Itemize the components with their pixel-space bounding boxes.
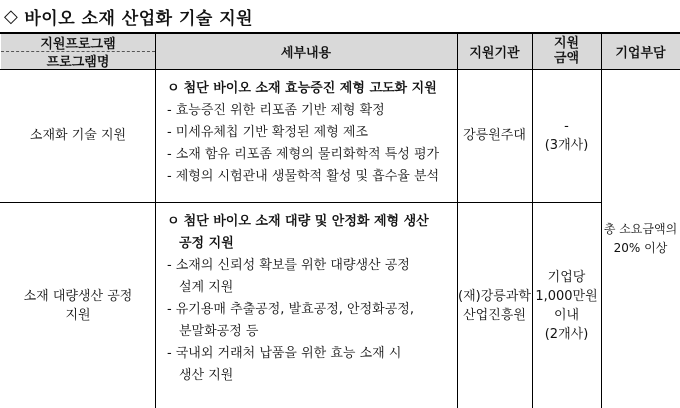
dash-bullet-icon: - xyxy=(167,346,172,361)
row2-amount-line2: 1,000만원 xyxy=(535,288,598,304)
list-item-text: 제형의 시험관내 생물학적 활성 및 흡수율 분석 xyxy=(175,169,440,184)
row1-amount-line1: - xyxy=(564,118,569,134)
row2-program xyxy=(1,203,155,408)
column-divider xyxy=(601,33,602,408)
list-item xyxy=(167,299,451,321)
header-bottom-border xyxy=(0,69,680,70)
header-program-top: 지원프로그램 xyxy=(40,37,116,52)
table-top-border xyxy=(0,32,680,34)
list-item-text: 국내외 거래처 납품을 위한 효능 소재 시 xyxy=(175,346,402,361)
dash-bullet-icon: - xyxy=(167,302,172,317)
list-item xyxy=(167,100,451,122)
circle-bullet-icon: ㅇ xyxy=(167,81,180,96)
list-item-text: 미세유체칩 기반 확정된 제형 제조 xyxy=(175,125,369,140)
diamond-icon: ◇ xyxy=(4,5,19,27)
header-agency: 지원기관 xyxy=(469,45,520,61)
row2-program-line1: 소재 대량생산 공정 xyxy=(23,288,133,304)
list-item-cont: 생산 지원 xyxy=(179,368,234,383)
list-item-cont: 분말화공정 등 xyxy=(179,324,259,339)
row2-details xyxy=(155,211,457,408)
dash-bullet-icon: - xyxy=(167,125,172,140)
dash-bullet-icon: - xyxy=(167,258,172,273)
list-item xyxy=(167,166,451,188)
row2-program-line2: 지원 xyxy=(65,307,91,323)
row1-agency: 강릉원주대 xyxy=(463,128,526,143)
row1-program: 소재화 기술 지원 xyxy=(29,128,127,143)
header-details: 세부내용 xyxy=(280,45,332,61)
row2-amount-line3: 이내 xyxy=(553,307,580,323)
header-amount-line1: 지원 xyxy=(553,36,580,51)
burden-merged-cell xyxy=(601,70,680,408)
header-amount xyxy=(532,33,601,69)
dash-bullet-icon: - xyxy=(167,103,172,118)
list-item-cont: 설계 지원 xyxy=(179,280,234,295)
row2-amount-line4: (2개사) xyxy=(544,326,589,342)
row2-amount xyxy=(532,203,601,408)
row1-headline-text: 첨단 바이오 소재 효능증진 제형 고도화 지원 xyxy=(183,81,437,96)
list-item-text: 소재의 신뢰성 확보를 위한 대량생산 공정 xyxy=(175,258,410,273)
row1-amount xyxy=(532,70,601,201)
list-item-text: 유기용매 추출공정, 발효공정, 안정화공정, xyxy=(175,302,414,317)
column-divider xyxy=(155,33,156,408)
dash-bullet-icon: - xyxy=(167,147,172,162)
row1-amount-line2: (3개사) xyxy=(544,137,589,153)
list-item-text: 효능증진 위한 리포좀 기반 제형 확정 xyxy=(175,103,385,118)
row2-headline-text: 첨단 바이오 소재 대량 및 안정화 제형 생산 xyxy=(183,214,429,229)
list-item xyxy=(167,144,451,166)
burden-line2: 20% 이상 xyxy=(613,241,668,255)
row1-details xyxy=(155,78,457,200)
burden-line1: 총 소요금액의 xyxy=(603,222,678,236)
row1-headline xyxy=(167,78,451,100)
page-title-text: 바이오 소재 산업화 기술 지원 xyxy=(24,8,254,29)
list-item xyxy=(167,255,451,277)
dash-bullet-icon: - xyxy=(167,169,172,184)
list-item xyxy=(167,122,451,144)
header-burden: 기업부담 xyxy=(615,45,666,61)
row2-headline xyxy=(167,211,451,233)
header-amount-line2: 금액 xyxy=(553,51,580,66)
list-item-text: 소재 함유 리포좀 제형의 물리화학적 특성 평가 xyxy=(175,147,440,162)
column-divider xyxy=(457,33,458,408)
list-item xyxy=(167,343,451,365)
row2-agency-line2: 산업진흥원 xyxy=(463,307,526,323)
row2-agency xyxy=(457,203,532,408)
row-divider xyxy=(0,202,601,203)
header-divider xyxy=(1,51,155,52)
row2-headline-cont: 공정 지원 xyxy=(179,236,234,251)
column-divider xyxy=(532,33,533,408)
row2-amount-line1: 기업당 xyxy=(547,269,586,285)
header-program-name: 프로그램명 xyxy=(46,55,110,70)
row2-agency-line1: (재)강릉과학 xyxy=(458,288,531,304)
circle-bullet-icon: ㅇ xyxy=(167,214,180,229)
